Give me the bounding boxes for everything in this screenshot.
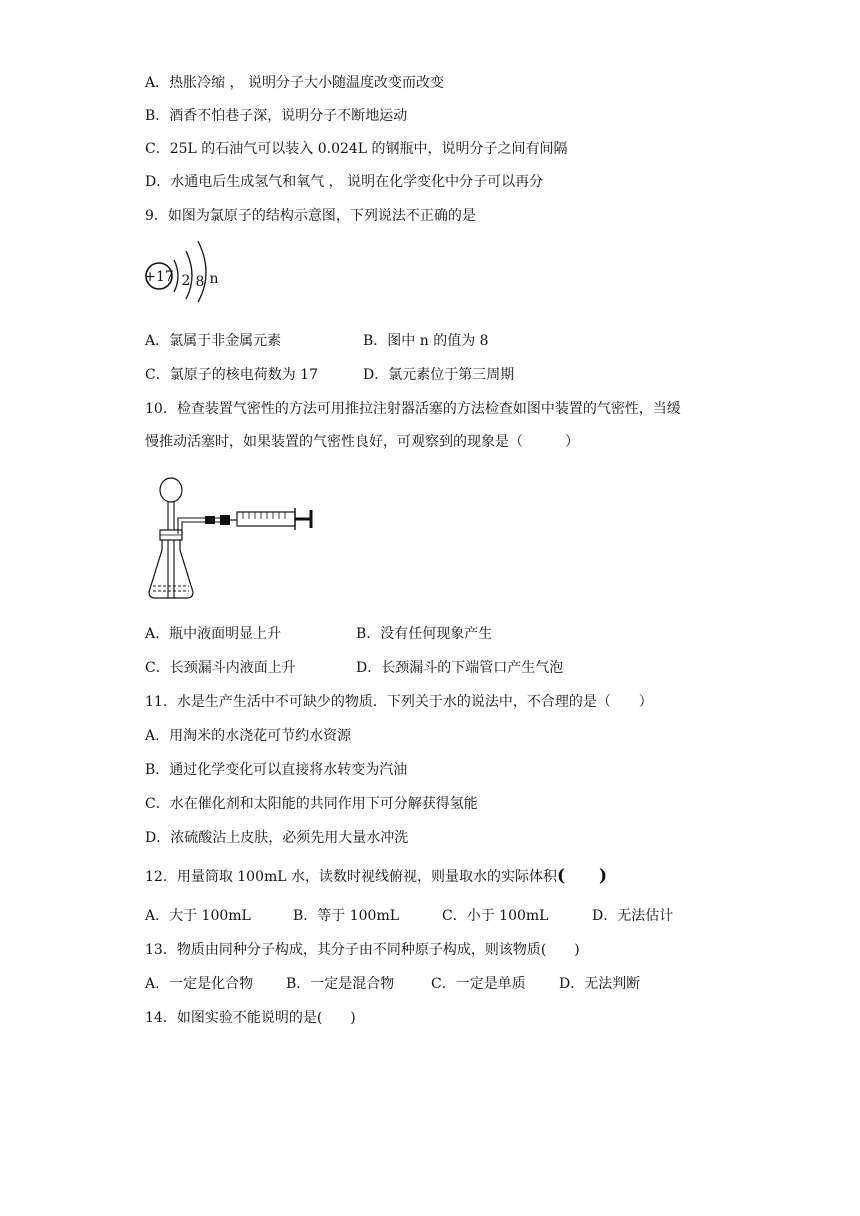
q12-bracket: ( ) bbox=[557, 866, 608, 886]
q9-option-c: C．氯原子的核电荷数为 17 bbox=[145, 367, 318, 383]
q11-option-a: A．用淘米的水浇花可节约水资源 bbox=[145, 728, 352, 744]
q10-option-b: B．没有任何现象产生 bbox=[356, 626, 493, 642]
q11-option-d: D．浓硫酸沾上皮肤，必须先用大量水冲洗 bbox=[145, 830, 409, 846]
q11-stem: 11．水是生产生活中不可缺少的物质．下列关于水的说法中，不合理的是（ ） bbox=[145, 694, 653, 710]
nucleus-label: +17 bbox=[144, 269, 174, 285]
shell-3-label: n bbox=[209, 271, 219, 287]
shell-1-label: 2 bbox=[181, 273, 191, 289]
q10-option-d: D．长颈漏斗的下端管口产生气泡 bbox=[356, 660, 564, 676]
q9-option-b: B．图中 n 的值为 8 bbox=[363, 333, 489, 349]
q13-option-d: D．无法判断 bbox=[559, 976, 641, 992]
q12-option-b: B．等于 100mL bbox=[293, 908, 400, 924]
shell-2-label: 8 bbox=[195, 274, 205, 290]
q9-stem: 9．如图为氯原子的结构示意图，下列说法不正确的是 bbox=[145, 208, 476, 224]
q13-option-b: B．一定是混合物 bbox=[286, 976, 395, 992]
q8-option-d: D．水通电后生成氢气和氧气 ， 说明在化学变化中分子可以再分 bbox=[145, 174, 544, 190]
q14-stem: 14．如图实验不能说明的是( ) bbox=[145, 1010, 356, 1026]
q8-option-b: B．酒香不怕巷子深，说明分子不断地运动 bbox=[145, 108, 408, 124]
q9-option-d: D．氯元素位于第三周期 bbox=[363, 367, 515, 383]
q12-option-d: D．无法估计 bbox=[592, 908, 674, 924]
q12-option-c: C．小于 100mL bbox=[442, 908, 549, 924]
q13-stem: 13．物质由同种分子构成，其分子由不同种原子构成，则该物质( ) bbox=[145, 942, 580, 958]
q11-option-c: C．水在催化剂和太阳能的共同作用下可分解获得氢能 bbox=[145, 796, 478, 812]
q10-option-c: C．长颈漏斗内液面上升 bbox=[145, 660, 296, 676]
q12-stem: 12．用量筒取 100mL 水，读数时视线俯视，则量取水的实际体积 bbox=[145, 869, 558, 885]
q12-option-a: A．大于 100mL bbox=[145, 908, 251, 924]
q13-option-a: A．一定是化合物 bbox=[145, 976, 254, 992]
q8-option-a: A．热胀冷缩 ， 说明分子大小随温度改变而改变 bbox=[145, 75, 445, 91]
flask-syringe-icon bbox=[145, 470, 325, 605]
q9-option-a: A．氯属于非金属元素 bbox=[145, 333, 282, 349]
q8-option-c: C．25L 的石油气可以装入 0.024L 的钢瓶中，说明分子之间有间隔 bbox=[145, 141, 568, 157]
q12-stem-line bbox=[145, 866, 607, 887]
q10-stem-line1: 10．检查装置气密性的方法可用推拉注射器活塞的方法检查如图中装置的气密性，当缓 bbox=[145, 401, 681, 417]
atom-structure-icon bbox=[143, 235, 233, 303]
airtightness-apparatus-diagram bbox=[145, 470, 325, 605]
chlorine-atom-diagram bbox=[143, 235, 233, 303]
q11-option-b: B．通过化学变化可以直接将水转变为汽油 bbox=[145, 762, 408, 778]
q13-option-c: C．一定是单质 bbox=[431, 976, 526, 992]
q10-option-a: A．瓶中液面明显上升 bbox=[145, 626, 282, 642]
q10-stem-line2: 慢推动活塞时，如果装置的气密性良好，可观察到的现象是（ ） bbox=[145, 434, 579, 450]
